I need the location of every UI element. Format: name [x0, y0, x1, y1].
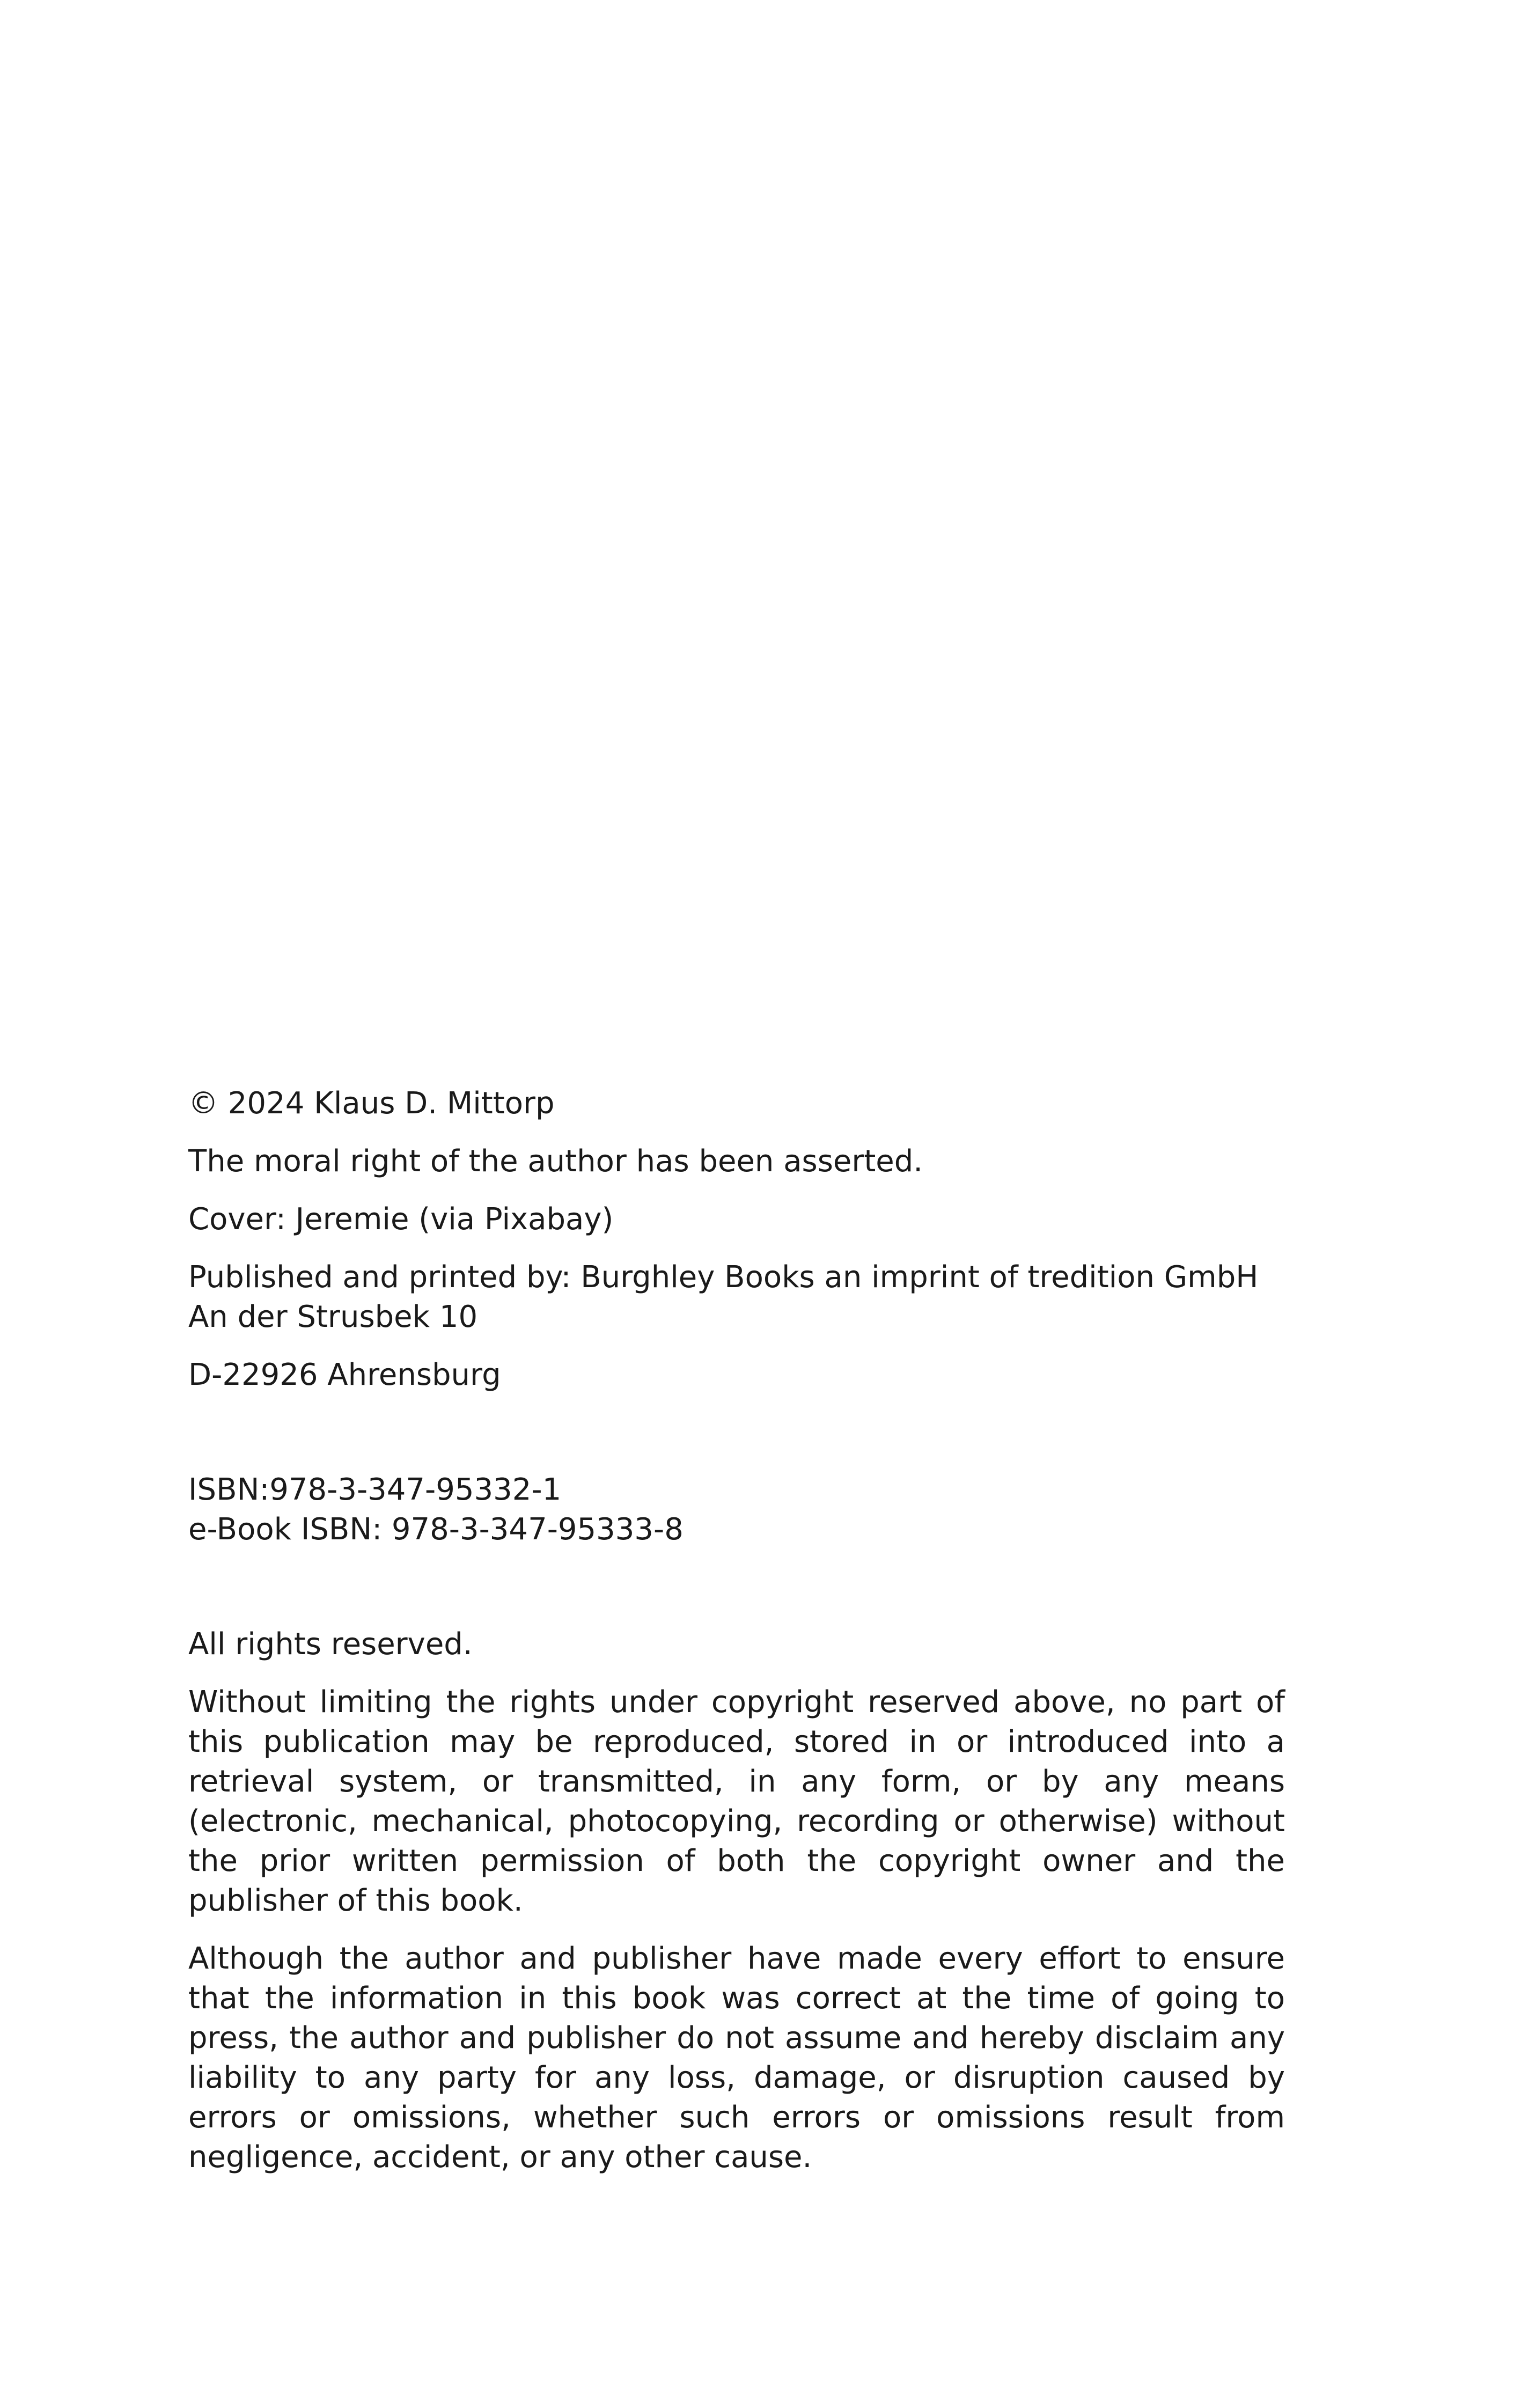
liability-disclaimer-paragraph: Although the author and publisher have made every effort to ensure that the information in this book was correct at the time of going to press, the author and publisher do not assume and hereby disclaim any liability to any party for any loss, damage, or disruption caused by errors or omissions, whether such errors or omissions result from negligence, accident, or any other cause. — [188, 1941, 1285, 2175]
publisher-address-city: D-22926 Ahrensburg — [188, 1357, 501, 1392]
imprint-block — [188, 1084, 1285, 2177]
copyright-notice-paragraph: Without limiting the rights under copyright reserved above, no part of this publication may be reproduced, stored in or introduced into a retrieval system, or transmitted, in any form, or by any means (electronic, mechanical, photocopying, recording or otherwise) without the prior written permission of both the copyright owner and the publisher of this book. — [188, 1685, 1285, 1918]
isbn-print: ISBN:978-3-347-95332-1 — [188, 1472, 562, 1507]
cover-credit: Cover: Jeremie (via Pixabay) — [188, 1202, 614, 1237]
copyright-line: © 2024 Klaus D. Mittorp — [188, 1086, 555, 1121]
publisher-line: Published and printed by: Burghley Books an imprint of tredition GmbH — [188, 1260, 1259, 1295]
moral-right-statement: The moral right of the author has been asserted. — [188, 1144, 923, 1179]
rights-reserved: All rights reserved. — [188, 1627, 473, 1662]
publisher-address-street: An der Strusbek 10 — [188, 1300, 478, 1334]
isbn-ebook: e-Book ISBN: 978-3-347-95333-8 — [188, 1512, 684, 1547]
